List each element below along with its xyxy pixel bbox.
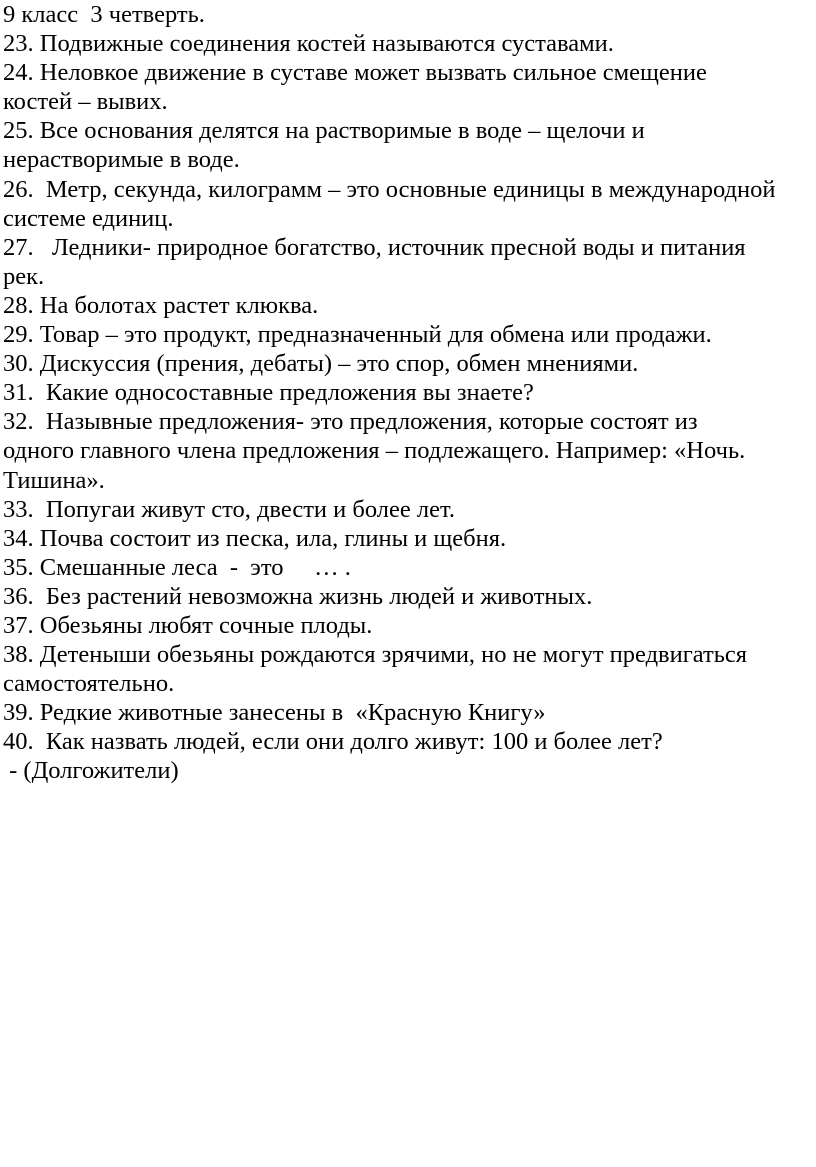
text-line: 38. Детеныши обезьяны рождаются зрячими, но не могут предвигаться xyxy=(3,641,748,669)
text-line: рек. xyxy=(3,262,45,290)
text-line: нерастворимые в воде. xyxy=(3,146,240,174)
text-line: 28. На болотах растет клюква. xyxy=(3,291,319,319)
text-line: 23. Подвижные соединения костей называются суставами. xyxy=(3,30,614,58)
text-line: 27. Ледники- природное богатство, источник пресной воды и питания xyxy=(3,233,746,261)
text-line: 35. Смешанные леса - это … . xyxy=(3,553,351,581)
text-line: 37. Обезьяны любят сочные плоды. xyxy=(3,611,373,639)
text-line: 32. Назывные предложения- это предложения, которые состоят из xyxy=(3,408,698,436)
document-page xyxy=(3,0,813,786)
text-line: 33. Попугаи живут сто, двести и более лет. xyxy=(3,495,455,523)
text-line: 29. Товар – это продукт, предназначенный для обмена или продажи. xyxy=(3,321,712,349)
text-line: 31. Какие односоставные предложения вы знаете? xyxy=(3,379,534,407)
text-line: 36. Без растений невозможна жизнь людей и животных. xyxy=(3,582,593,610)
text-line: системе единиц. xyxy=(3,204,174,232)
text-line: 30. Дискуссия (прения, дебаты) – это спор, обмен мнениями. xyxy=(3,350,639,378)
text-line: одного главного члена предложения – подлежащего. Например: «Ночь. xyxy=(3,437,746,465)
text-line: 26. Метр, секунда, килограмм – это основные единицы в международной xyxy=(3,175,776,203)
text-line: самостоятельно. xyxy=(3,670,175,698)
text-line: 39. Редкие животные занесены в «Красную Книгу» xyxy=(3,699,546,727)
text-line: - (Долгожители) xyxy=(3,757,179,785)
text-line: 25. Все основания делятся на растворимые в воде – щелочи и xyxy=(3,117,645,145)
text-line: 40. Как назвать людей, если они долго живут: 100 и более лет? xyxy=(3,728,663,756)
text-line: Тишина». xyxy=(3,466,105,494)
text-line: 34. Почва состоит из песка, ила, глины и щебня. xyxy=(3,524,507,552)
heading-line: 9 класс 3 четверть. xyxy=(3,1,205,28)
text-line: костей – вывих. xyxy=(3,88,168,116)
text-line: 24. Неловкое движение в суставе может вызвать сильное смещение xyxy=(3,59,707,87)
